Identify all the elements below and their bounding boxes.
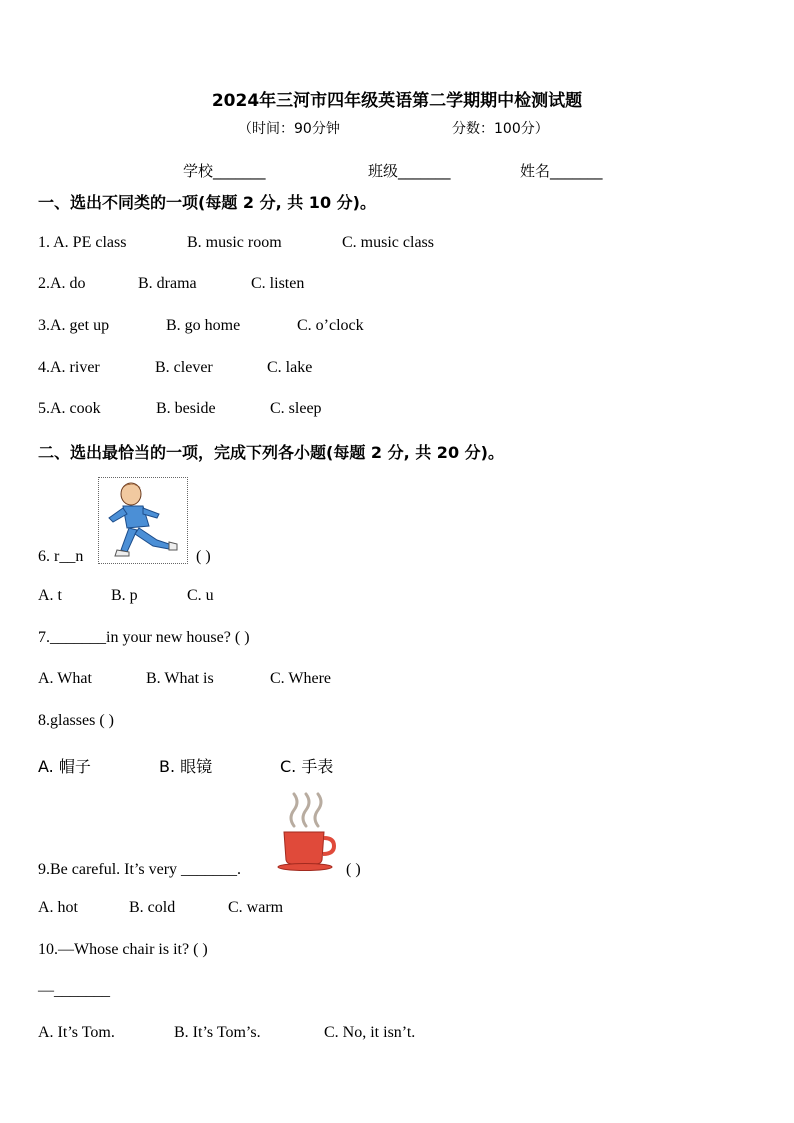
- q7-option-c: C. Where: [270, 670, 332, 687]
- q6-option-b: B. p: [111, 587, 138, 604]
- q10-answer-line: —_______: [38, 982, 110, 999]
- q2-option-c: C. listen: [251, 275, 305, 292]
- q10-stem: 10.—Whose chair is it? ( ): [38, 941, 208, 958]
- exam-time: （时间：90分钟: [238, 121, 340, 137]
- q6-option-a: A. t: [38, 587, 62, 604]
- q4-option-a: 4.A. river: [38, 359, 100, 376]
- running-boy-icon: [99, 478, 187, 563]
- name-field: 姓名_______: [520, 162, 603, 180]
- q1-option-b: B. music room: [187, 234, 282, 251]
- q9-option-b: B. cold: [129, 899, 176, 916]
- q3-option-b: B. go home: [166, 317, 241, 334]
- q7-stem: 7._______in your new house? ( ): [38, 629, 250, 646]
- page-title: 2024年三河市四年级英语第二学期期中检测试题: [211, 91, 583, 111]
- q2-option-b: B. drama: [138, 275, 197, 292]
- q9-stem: 9.Be careful. It’s very _______.: [38, 861, 242, 878]
- exam-score: 分数：100分）: [452, 121, 549, 137]
- q9-option-a: A. hot: [38, 899, 78, 916]
- q6-answer-paren: ( ): [196, 548, 211, 565]
- q9-answer-paren: ( ): [346, 861, 361, 878]
- school-field: 学校_______: [183, 162, 266, 180]
- q10-option-a: A. It’s Tom.: [38, 1024, 115, 1041]
- q5-option-a: 5.A. cook: [38, 400, 101, 417]
- q7-option-b: B. What is: [146, 670, 214, 687]
- q2-option-a: 2.A. do: [38, 275, 86, 292]
- class-field: 班级_______: [368, 162, 451, 180]
- q7-option-a: A. What: [38, 670, 92, 687]
- running-boy-image: [98, 477, 188, 564]
- q8-option-c: C. 手表: [280, 757, 334, 776]
- q8-option-b: B. 眼镜: [159, 757, 213, 776]
- q8-stem: 8.glasses ( ): [38, 712, 114, 729]
- q3-option-c: C. o’clock: [297, 317, 364, 334]
- q3-option-a: 3.A. get up: [38, 317, 110, 334]
- q1-option-a: 1. A. PE class: [38, 234, 127, 251]
- q5-option-c: C. sleep: [270, 400, 322, 417]
- q10-option-b: B. It’s Tom’s.: [174, 1024, 261, 1041]
- q8-option-a: A. 帽子: [38, 757, 91, 776]
- hot-cup-icon: [276, 790, 338, 872]
- q6-option-c: C. u: [187, 587, 214, 604]
- q10-option-c: C. No, it isn’t.: [324, 1024, 416, 1041]
- q4-option-c: C. lake: [267, 359, 313, 376]
- q5-option-b: B. beside: [156, 400, 216, 417]
- section2-heading: 二、选出最恰当的一项，完成下列各小题(每题 2 分, 共 20 分)。: [38, 443, 504, 462]
- q6-stem: 6. r__n: [38, 548, 84, 565]
- q1-option-c: C. music class: [342, 234, 434, 251]
- q9-option-c: C. warm: [228, 899, 284, 916]
- hot-cup-image: [276, 790, 338, 872]
- q4-option-b: B. clever: [155, 359, 213, 376]
- section1-heading: 一、选出不同类的一项(每题 2 分, 共 10 分)。: [38, 193, 376, 212]
